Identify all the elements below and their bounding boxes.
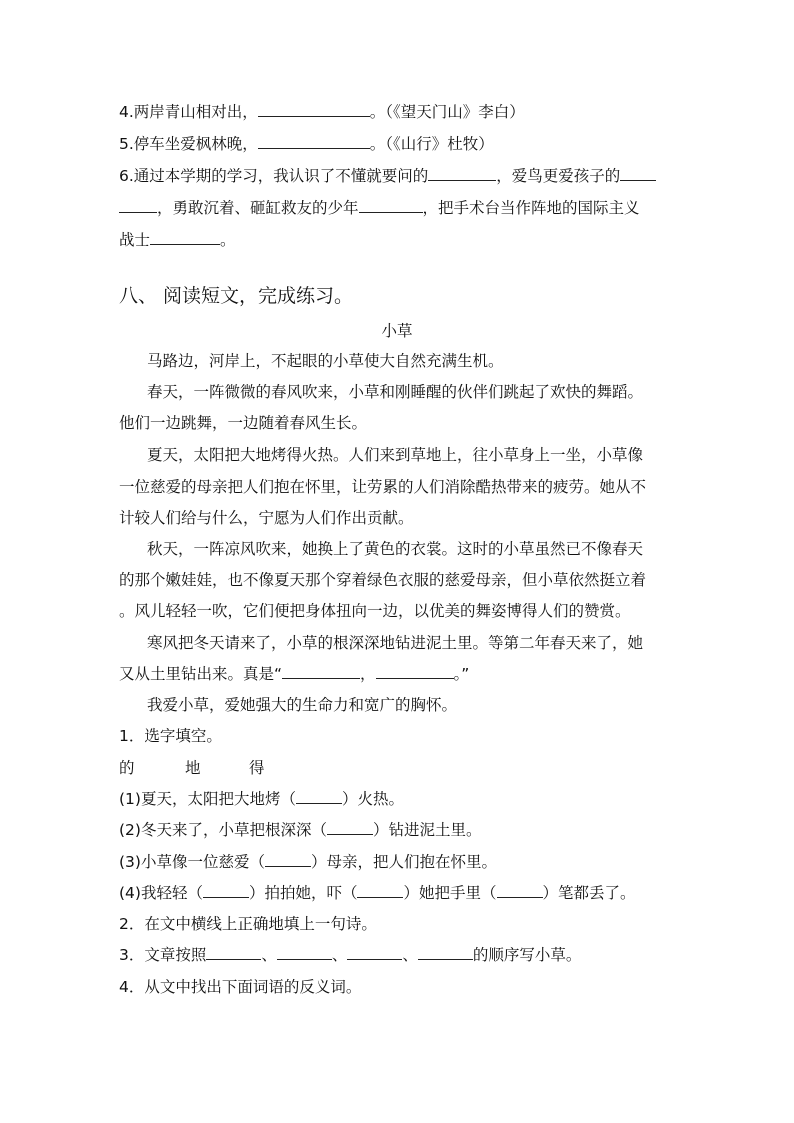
q6-text-6: 。: [220, 231, 236, 249]
q6-text-5: 战士: [119, 231, 151, 249]
q6-answer-blank-3[interactable]: [359, 197, 423, 213]
q3-answer-blank-4[interactable]: [418, 944, 473, 960]
poem-line-blank-1[interactable]: [282, 663, 360, 679]
q4-text-before: 4.两岸青山相对出，: [119, 103, 258, 121]
option-de-1: 的: [119, 759, 135, 777]
poem-question-6-line-2: [119, 197, 640, 219]
option-de-3: 得: [249, 759, 265, 777]
question-4: 4．从文中找出下面词语的反义词。: [119, 978, 362, 996]
poem-question-6-line-1: [119, 165, 656, 187]
q6-answer-blank-2b[interactable]: [119, 197, 157, 213]
q3-sep-2: 、: [331, 946, 348, 964]
question-1-item-4: [119, 882, 636, 904]
story-paragraph-4-line-1: 秋天，一阵凉风吹来，她换上了黄色的衣裳。这时的小草虽然已不像春天: [147, 540, 644, 558]
s3-text-before: (3)小草像一位慈爱（: [119, 853, 265, 871]
story-paragraph-5-line-2: [119, 663, 469, 685]
s4-answer-blank-2[interactable]: [357, 882, 403, 898]
story-paragraph-3-line-3: 计较人们给与什么，宁愿为人们作出贡献。: [119, 509, 414, 527]
s4-text-4: ）笔都丢了。: [542, 884, 636, 902]
q6-answer-blank-2a[interactable]: [620, 165, 656, 181]
question-3: [119, 944, 581, 966]
story-paragraph-4-line-3: 。风儿轻轻一吹，它们便把身体扭向一边，以优美的舞姿博得人们的赞赏。: [119, 602, 631, 620]
poem-question-5: [119, 133, 494, 155]
s4-answer-blank-3[interactable]: [497, 882, 543, 898]
question-1-title: 1．选字填空。: [119, 727, 222, 745]
q5-text-after: 。（《山行》杜牧）: [369, 135, 494, 153]
s1-answer-blank[interactable]: [296, 788, 342, 804]
poem-question-4: [119, 101, 525, 123]
q6-text-3: ，勇敢沉着、砸缸救友的少年: [157, 199, 359, 217]
story-paragraph-5-line-1: 寒风把冬天请来了，小草的根深深地钻进泥土里。等第二年春天来了，她: [147, 634, 644, 652]
s4-text-3: ）她把手里（: [403, 884, 497, 902]
q4-answer-blank[interactable]: [258, 101, 370, 117]
p5-text-3: 。”: [453, 665, 470, 683]
q3-sep-3: 、: [402, 946, 418, 964]
q6-text-2: ，爱鸟更爱孩子的: [496, 167, 621, 185]
question-2: 2．在文中横线上正确地填上一句诗。: [119, 915, 377, 933]
story-paragraph-1: 马路边，河岸上，不起眼的小草使大自然充满生机。: [147, 352, 504, 370]
q3-text-before: 3．文章按照: [119, 946, 207, 964]
question-1-item-3: [119, 851, 497, 873]
p5-text-1: 又从土里钻出来。真是“: [119, 665, 283, 683]
story-paragraph-3-line-1: 夏天，太阳把大地烤得火热。人们来到草地上，往小草身上一坐，小草像: [147, 446, 644, 464]
q3-answer-blank-1[interactable]: [206, 944, 261, 960]
q6-answer-blank-4[interactable]: [150, 229, 220, 245]
s1-text-before: (1)夏天，太阳把大地烤（: [119, 790, 296, 808]
q6-text-4: ，把手术台当作阵地的国际主义: [422, 199, 640, 217]
q5-text-before: 5.停车坐爱枫林晚，: [119, 135, 258, 153]
s4-text-1: (4)我轻轻（: [119, 884, 203, 902]
story-title: 小草: [381, 322, 413, 340]
q4-text-after: 。（《望天门山》李白）: [369, 103, 525, 121]
q6-text-1: 6.通过本学期的学习，我认识了不懂就要问的: [119, 167, 429, 185]
s2-text-after: ）钻进泥土里。: [372, 821, 482, 839]
s4-text-2: ）拍拍她，吓（: [248, 884, 358, 902]
story-paragraph-3-line-2: 一位慈爱的母亲把人们抱在怀里，让劳累的人们消除酷热带来的疲劳。她从不: [119, 478, 647, 496]
poem-line-blank-2[interactable]: [376, 663, 454, 679]
q3-text-after: 的顺序写小草。: [472, 946, 582, 964]
story-paragraph-2-line-2: 他们一边跳舞，一边随着春风生长。: [119, 414, 368, 432]
p5-text-2: ，: [360, 665, 376, 683]
story-paragraph-4-line-2: 的那个嫩娃娃，也不像夏天那个穿着绿色衣服的慈爱母亲，但小草依然挺立着: [119, 571, 647, 589]
q3-sep-1: 、: [261, 946, 277, 964]
q6-answer-blank-1[interactable]: [428, 165, 496, 181]
s4-answer-blank-1[interactable]: [203, 882, 249, 898]
s3-text-after: ）母亲，把人们抱在怀里。: [310, 853, 497, 871]
question-1-item-2: [119, 819, 481, 841]
option-de-2: 地: [185, 759, 201, 777]
s2-text-before: (2)冬天来了，小草把根深深（: [119, 821, 327, 839]
poem-question-6-line-3: [119, 229, 236, 251]
s1-text-after: ）火热。: [341, 790, 404, 808]
section-8-heading: 八、 阅读短文，完成练习。: [119, 285, 354, 307]
q3-answer-blank-3[interactable]: [347, 944, 402, 960]
q5-answer-blank[interactable]: [258, 133, 370, 149]
question-1-item-1: [119, 788, 404, 810]
s2-answer-blank[interactable]: [327, 819, 373, 835]
story-paragraph-2-line-1: 春天，一阵微微的春风吹来，小草和刚睡醒的伙伴们跳起了欢快的舞蹈。: [147, 383, 644, 401]
s3-answer-blank[interactable]: [265, 851, 311, 867]
story-paragraph-6: 我爱小草，爱她强大的生命力和宽广的胸怀。: [147, 696, 458, 714]
q3-answer-blank-2[interactable]: [277, 944, 332, 960]
